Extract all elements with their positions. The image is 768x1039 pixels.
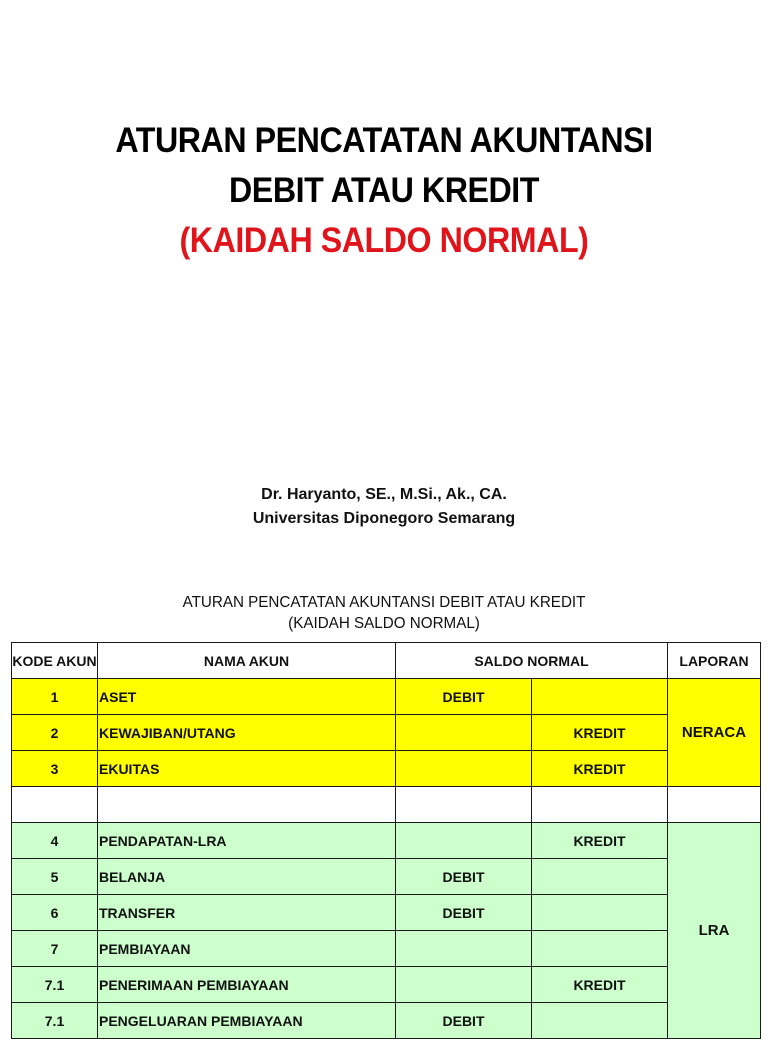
table-row: [12, 715, 761, 751]
laporan-cell-blank: [668, 787, 761, 823]
kredit-cell: [532, 679, 668, 715]
title-line-1: ATURAN PENCATATAN AKUNTANSI: [115, 121, 653, 160]
author-name: Dr. Haryanto, SE., M.Si., Ak., CA.: [261, 486, 507, 503]
kode-cell: [12, 787, 98, 823]
kredit-cell: [532, 931, 668, 967]
nama-cell: PEMBIAYAAN: [98, 931, 396, 967]
debit-cell: [396, 823, 532, 859]
author-institution: Universitas Diponegoro Semarang: [252, 510, 516, 527]
title-line-2: DEBIT ATAU KREDIT: [229, 171, 539, 210]
table-row: [12, 823, 761, 859]
table-title: [19, 592, 749, 634]
nama-cell: TRANSFER: [98, 895, 396, 931]
title-subtitle-red: (KAIDAH SALDO NORMAL): [179, 221, 589, 260]
table-row: [12, 751, 761, 787]
saldo-normal-table: [11, 642, 761, 1039]
laporan-lra: LRA: [668, 823, 761, 1039]
table-title-line-2: (KAIDAH SALDO NORMAL): [288, 615, 480, 632]
kode-cell: 7.1: [12, 967, 98, 1003]
slide-title: [0, 116, 768, 266]
debit-cell: DEBIT: [396, 679, 532, 715]
kredit-cell: KREDIT: [532, 967, 668, 1003]
nama-cell: PENERIMAAN PEMBIAYAAN: [98, 967, 396, 1003]
kode-cell: 1: [12, 679, 98, 715]
header-laporan: LAPORAN: [668, 643, 761, 679]
debit-cell: DEBIT: [396, 859, 532, 895]
nama-cell: BELANJA: [98, 859, 396, 895]
table-row: [12, 679, 761, 715]
table-row: [12, 967, 761, 1003]
kode-cell: 3: [12, 751, 98, 787]
kredit-cell: KREDIT: [532, 823, 668, 859]
debit-cell: [396, 787, 532, 823]
kredit-cell: [532, 895, 668, 931]
debit-cell: [396, 715, 532, 751]
header-saldo-normal: SALDO NORMAL: [396, 643, 668, 679]
table-title-line-1: ATURAN PENCATATAN AKUNTANSI DEBIT ATAU KREDIT: [182, 594, 586, 611]
table-row: [12, 895, 761, 931]
kode-cell: 7.1: [12, 1003, 98, 1039]
kredit-cell: [532, 859, 668, 895]
table-row: [12, 859, 761, 895]
kredit-cell: [532, 1003, 668, 1039]
header-nama-akun: NAMA AKUN: [98, 643, 396, 679]
nama-cell: PENGELUARAN PEMBIAYAAN: [98, 1003, 396, 1039]
kode-cell: 6: [12, 895, 98, 931]
debit-cell: [396, 967, 532, 1003]
nama-cell: ASET: [98, 679, 396, 715]
table-row: [12, 931, 761, 967]
debit-cell: DEBIT: [396, 895, 532, 931]
kredit-cell: KREDIT: [532, 751, 668, 787]
kredit-cell: KREDIT: [532, 715, 668, 751]
kode-cell: 2: [12, 715, 98, 751]
table-row: [12, 1003, 761, 1039]
debit-cell: [396, 931, 532, 967]
header-kode-akun: KODE AKUN: [12, 643, 98, 679]
author-info: [0, 483, 768, 531]
laporan-neraca: NERACA: [668, 679, 761, 787]
kode-cell: 7: [12, 931, 98, 967]
nama-cell: [98, 787, 396, 823]
table-row-blank: [12, 787, 761, 823]
kode-cell: 4: [12, 823, 98, 859]
kode-cell: 5: [12, 859, 98, 895]
nama-cell: PENDAPATAN-LRA: [98, 823, 396, 859]
debit-cell: DEBIT: [396, 1003, 532, 1039]
nama-cell: EKUITAS: [98, 751, 396, 787]
kredit-cell: [532, 787, 668, 823]
nama-cell: KEWAJIBAN/UTANG: [98, 715, 396, 751]
table-header-row: [12, 643, 761, 679]
debit-cell: [396, 751, 532, 787]
